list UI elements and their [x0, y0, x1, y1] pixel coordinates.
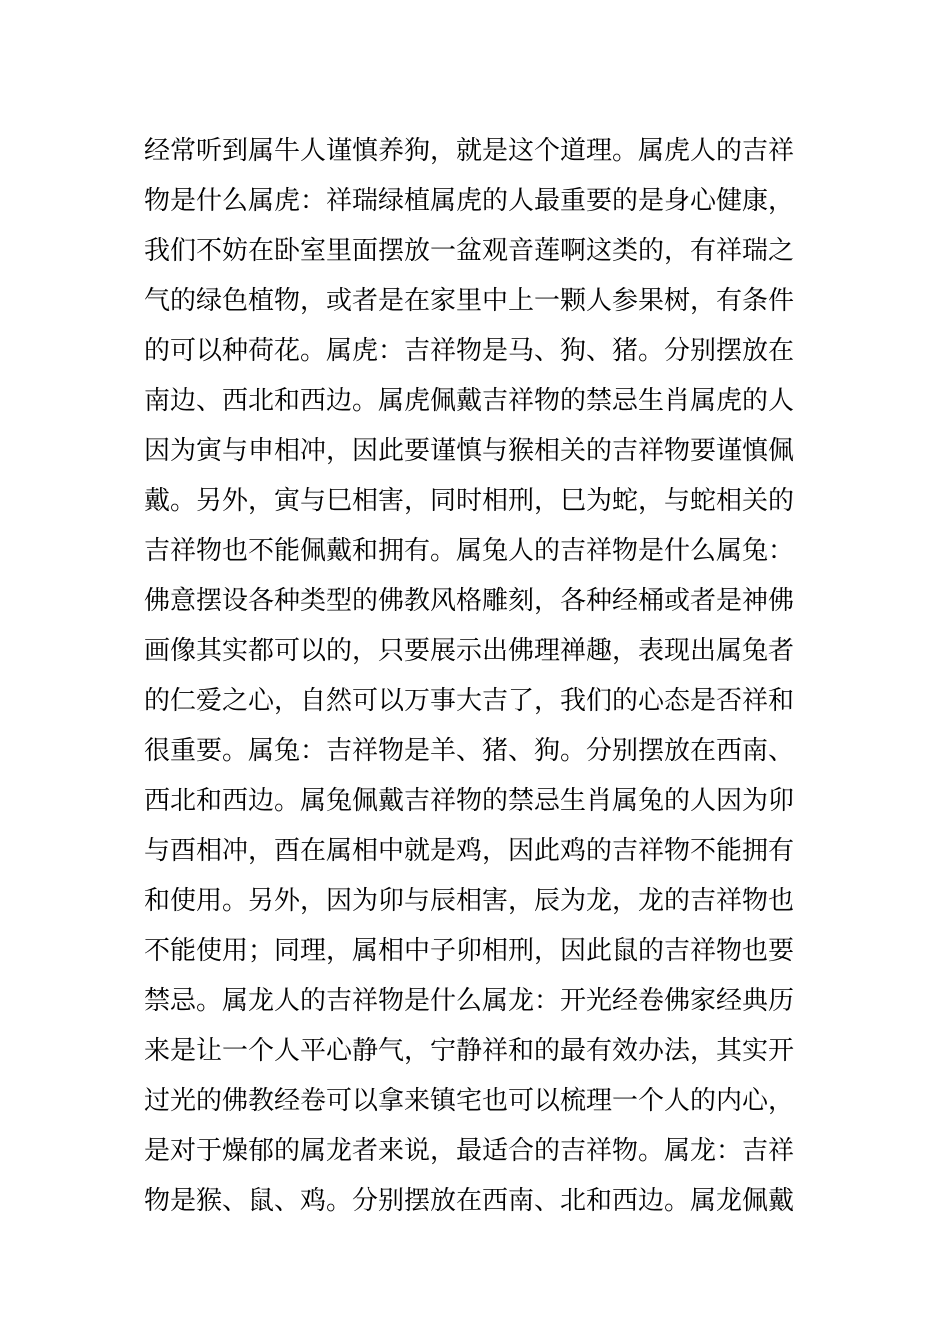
text-line: 过光的佛教经卷可以拿来镇宅也可以梳理一个人的内心， [144, 1086, 795, 1116]
text-line: 的可以种荷花。属虎：吉祥物是马、狗、猪。分别摆放在 [144, 336, 795, 366]
text-line: 经常听到属牛人谨慎养狗，就是这个道理。属虎人的吉祥 [144, 136, 795, 166]
text-line: 物是猴、鼠、鸡。分别摆放在西南、北和西边。属龙佩戴 [144, 1186, 795, 1216]
text-line: 很重要。属兔：吉祥物是羊、猪、狗。分别摆放在西南、 [144, 736, 795, 766]
text-line: 的仁爱之心，自然可以万事大吉了，我们的心态是否祥和 [144, 686, 795, 716]
text-line: 气的绿色植物，或者是在家里中上一颗人参果树，有条件 [144, 286, 795, 316]
text-line: 吉祥物也不能佩戴和拥有。属兔人的吉祥物是什么属兔： [144, 536, 795, 566]
text-line: 和使用。另外，因为卯与辰相害，辰为龙，龙的吉祥物也 [144, 886, 795, 916]
text-line: 戴。另外，寅与巳相害，同时相刑，巳为蛇，与蛇相关的 [144, 486, 795, 516]
text-line: 禁忌。属龙人的吉祥物是什么属龙：开光经卷佛家经典历 [144, 986, 795, 1016]
text-line: 西北和西边。属兔佩戴吉祥物的禁忌生肖属兔的人因为卯 [144, 786, 795, 816]
text-line: 南边、西北和西边。属虎佩戴吉祥物的禁忌生肖属虎的人 [144, 386, 795, 416]
text-line: 因为寅与申相冲，因此要谨慎与猴相关的吉祥物要谨慎佩 [144, 436, 795, 466]
text-line: 我们不妨在卧室里面摆放一盆观音莲啊这类的，有祥瑞之 [144, 236, 795, 266]
text-line: 来是让一个人平心静气，宁静祥和的最有效办法，其实开 [144, 1036, 795, 1066]
text-line: 与酉相冲，酉在属相中就是鸡，因此鸡的吉祥物不能拥有 [144, 836, 795, 866]
text-line: 是对于燥郁的属龙者来说，最适合的吉祥物。属龙：吉祥 [144, 1136, 795, 1166]
text-line: 物是什么属虎：祥瑞绿植属虎的人最重要的是身心健康， [144, 186, 795, 216]
text-line: 画像其实都可以的，只要展示出佛理禅趣，表现出属兔者 [144, 636, 795, 666]
text-line: 佛意摆设各种类型的佛教风格雕刻，各种经桶或者是神佛 [144, 586, 795, 616]
text-line: 不能使用；同理，属相中子卯相刑，因此鼠的吉祥物也要 [144, 936, 795, 966]
body-text [144, 126, 794, 1226]
